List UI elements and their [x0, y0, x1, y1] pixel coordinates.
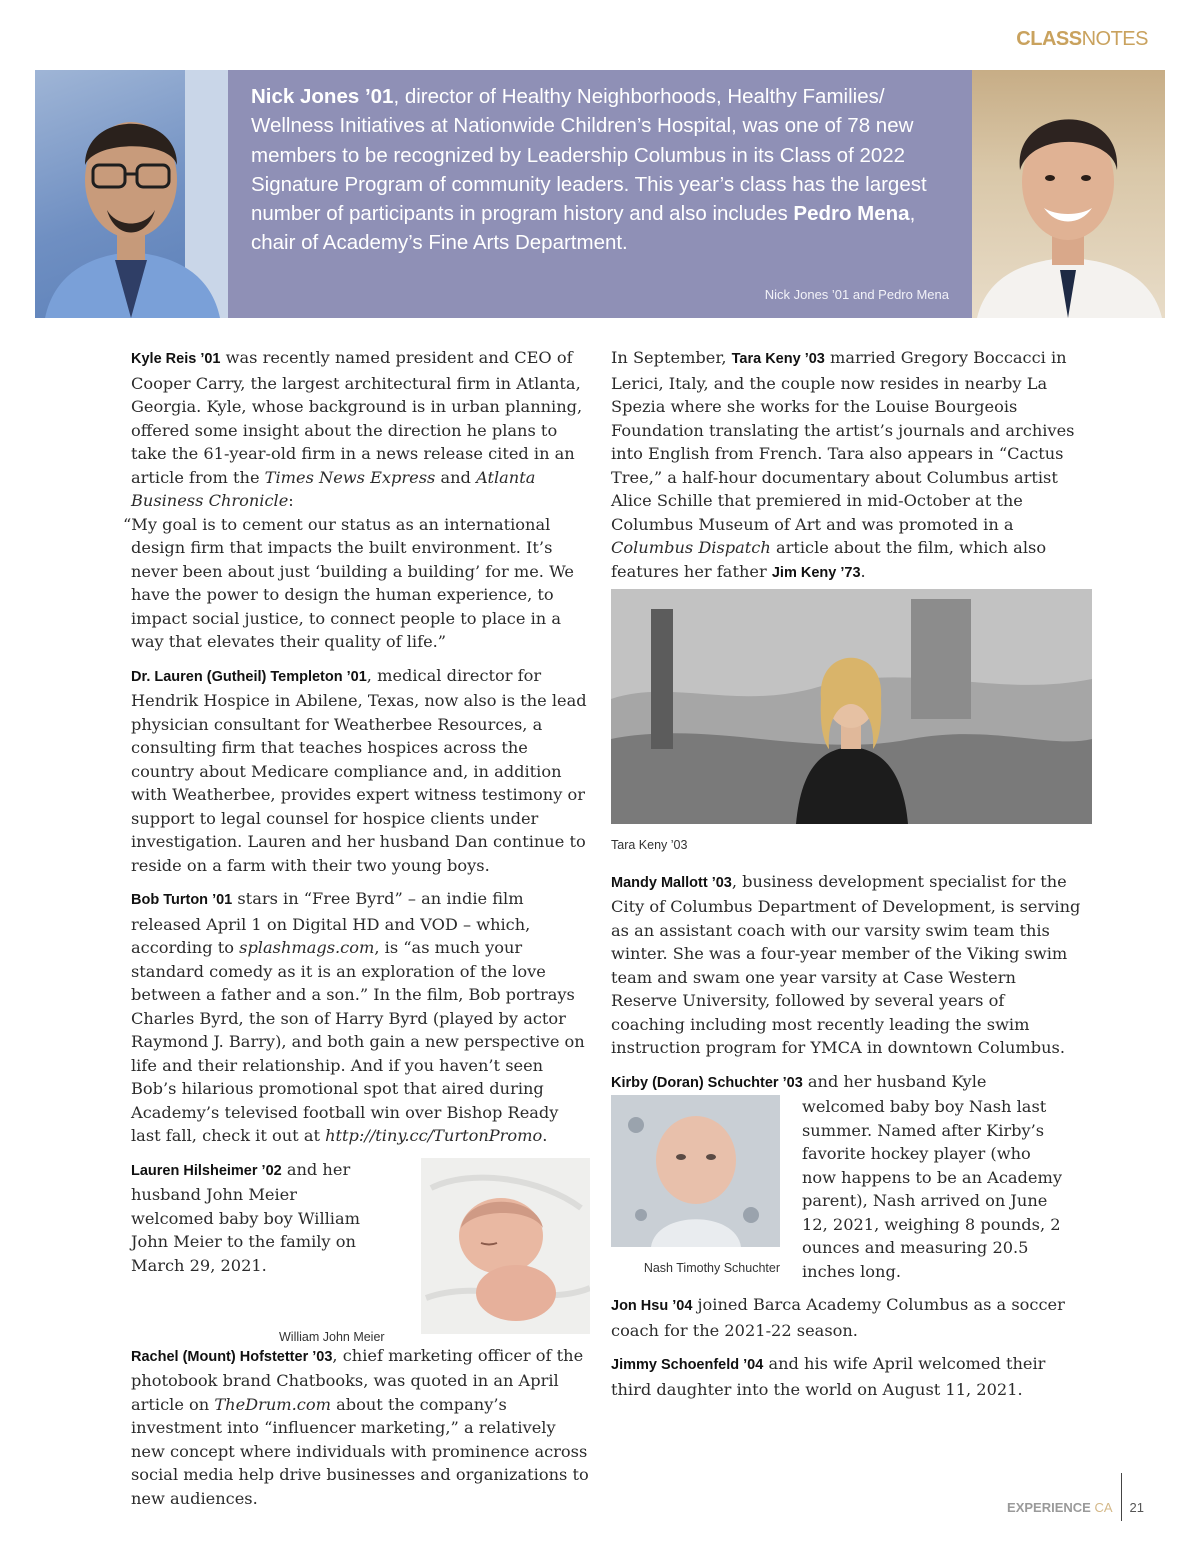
nash-caption: Nash Timothy Schuchter — [643, 1261, 780, 1275]
page-footer — [1007, 1483, 1144, 1531]
section-label: CLASSNOTES — [1016, 28, 1148, 50]
kyle-quote: “My goal is to cement our status as an international design firm that impacts the built environment. It’s never been about just ‘building a building’ for me. We have the power to design the human experience, to impact social justice, to connect people to place in a way that elevates their quality of life.” — [123, 514, 574, 651]
nick-jones-photo — [35, 70, 228, 318]
banner-text: Nick Jones ’01, director of Healthy Neighborhoods, Healthy Families/ Wellness Initiatives at Nationwide Children’s Hospital, was one of 78 new members to be recognized by Leadership Columbus in its Class of 2022 Signature Program of community leaders. This year’s class has the largest number of participants in program history and also includes Pedro Mena, chair of Academy’s Fine Arts Department. — [251, 85, 927, 255]
nash-schuchter-photo — [611, 1095, 780, 1247]
note-lauren-hilsheimer: Lauren Hilsheimer ’02 and her husband John Meier welcomed baby boy William John Meier to the family on March 29, 2021. William John Meier — [131, 1158, 591, 1334]
william-john-meier-photo — [421, 1158, 590, 1334]
tara-caption: Tara Keny ’03 — [611, 838, 688, 852]
note-jon-hsu: Jon Hsu ’04 joined Barca Academy Columbus as a soccer coach for the 2021-22 season. — [611, 1295, 1065, 1340]
banner-caption: Nick Jones ’01 and Pedro Mena — [764, 287, 949, 302]
page-number: 21 — [1129, 1499, 1144, 1515]
note-kyle-reis: Kyle Reis ’01 was recently named president and CEO of Cooper Carry, the largest architectural firm in Atlanta, Georgia. Kyle, whose background is in urban planning, offered some insight about the direction he plans to take the 61-year-old firm in a news release cited in an article from the Times News Express and Atlanta Business Chronicle: “My goal is to cement our status as an international design firm that impacts the built environment. It’s never been about just ‘building a building’ for me. We have the power to design the human experience, to impact social justice, to connect people to place in a way that elevates their quality of life.” — [131, 346, 591, 654]
william-caption: William John Meier — [279, 1329, 385, 1344]
note-tara-keny: In September, Tara Keny ’03 married Gregory Boccacci in Lerici, Italy, and the couple now resides in nearby La Spezia where she works for the Louise Bourgeois Foundation translating the artist’s journals and archives into English from French. Tara also appears in “Cactus Tree,” a half-hour documentary about Columbus artist Alice Schille that premiered in mid-October at the Columbus Museum of Art and was promoted in a Columbus Dispatch article about the film, which also features her father Jim Keny ’73. — [611, 348, 1075, 581]
note-bob-turton: Bob Turton ’01 stars in “Free Byrd” – an indie film released April 1 on Digital HD and VOD – which, according to splashmags.com, is “as much your standard comedy as it is an exploration of the love between a father and a son.” In the film, Bob portrays Charles Byrd, the son of Harry Byrd (played by actor Raymond J. Barry), and both gain a new perspective on life and their relationship. And if you haven’t seen Bob’s hilarious promotional spot that aired during Academy’s televised football win over Bishop Ready last fall, check it out at http://tiny.cc/TurtonPromo. — [131, 889, 585, 1145]
footer-divider — [1121, 1473, 1122, 1521]
note-kirby-schuchter: Kirby (Doran) Schuchter ’03 and her husband Kyle Nash Timothy Schuchter welcomed baby boy Nash last summer. Named after Kirby’s favorite hockey player (who now happens to be an Academy parent), Nash arrived on June 12, 2021, weighing 8 pounds, 2 ounces and measuring 20.5 inches long. — [611, 1071, 1062, 1281]
pedro-mena-photo — [972, 70, 1165, 318]
right-column — [611, 346, 1081, 1411]
tara-keny-photo — [611, 589, 1092, 824]
footer-brand: EXPERIENCE CA — [1007, 1499, 1113, 1515]
note-lauren-templeton: Dr. Lauren (Gutheil) Templeton ’01, medical director for Hendrik Hospice in Abilene, Texas, now also is the lead physician consultant for Weatherbee Resources, a consulting firm that teaches hospices across the country about Medicare compliance and, in addition with Weatherbee, provides expert witness testimony or support to legal counsel for hospice clients under investigation. Lauren and her husband Dan continue to reside on a farm with their two young boys. — [131, 665, 587, 875]
note-jimmy-schoenfeld: Jimmy Schoenfeld ’04 and his wife April welcomed their third daughter into the world on August 11, 2021. — [611, 1354, 1046, 1399]
left-column — [123, 346, 591, 1520]
turton-promo-link[interactable]: http://tiny.cc/TurtonPromo — [325, 1126, 543, 1145]
note-rachel-hofstetter: Rachel (Mount) Hofstetter ’03, chief marketing officer of the photobook brand Chatbooks, was quoted in an April article on TheDrum.com about the company’s investment into “influencer marketing,” a relatively new concept where individuals with prominence across social media help drive businesses and organizations to new audiences. — [131, 1345, 589, 1508]
feature-banner — [35, 70, 1165, 318]
note-mandy-mallott: Mandy Mallott ’03, business development specialist for the City of Columbus Department of Development, is serving as an assistant coach with our varsity swim team this winter. She was a four-year member of the Viking swim team and swam one year varsity at Case Western Reserve University, followed by several years of coaching including most recently leading the swim instruction program for YMCA in downtown Columbus. — [611, 871, 1081, 1057]
